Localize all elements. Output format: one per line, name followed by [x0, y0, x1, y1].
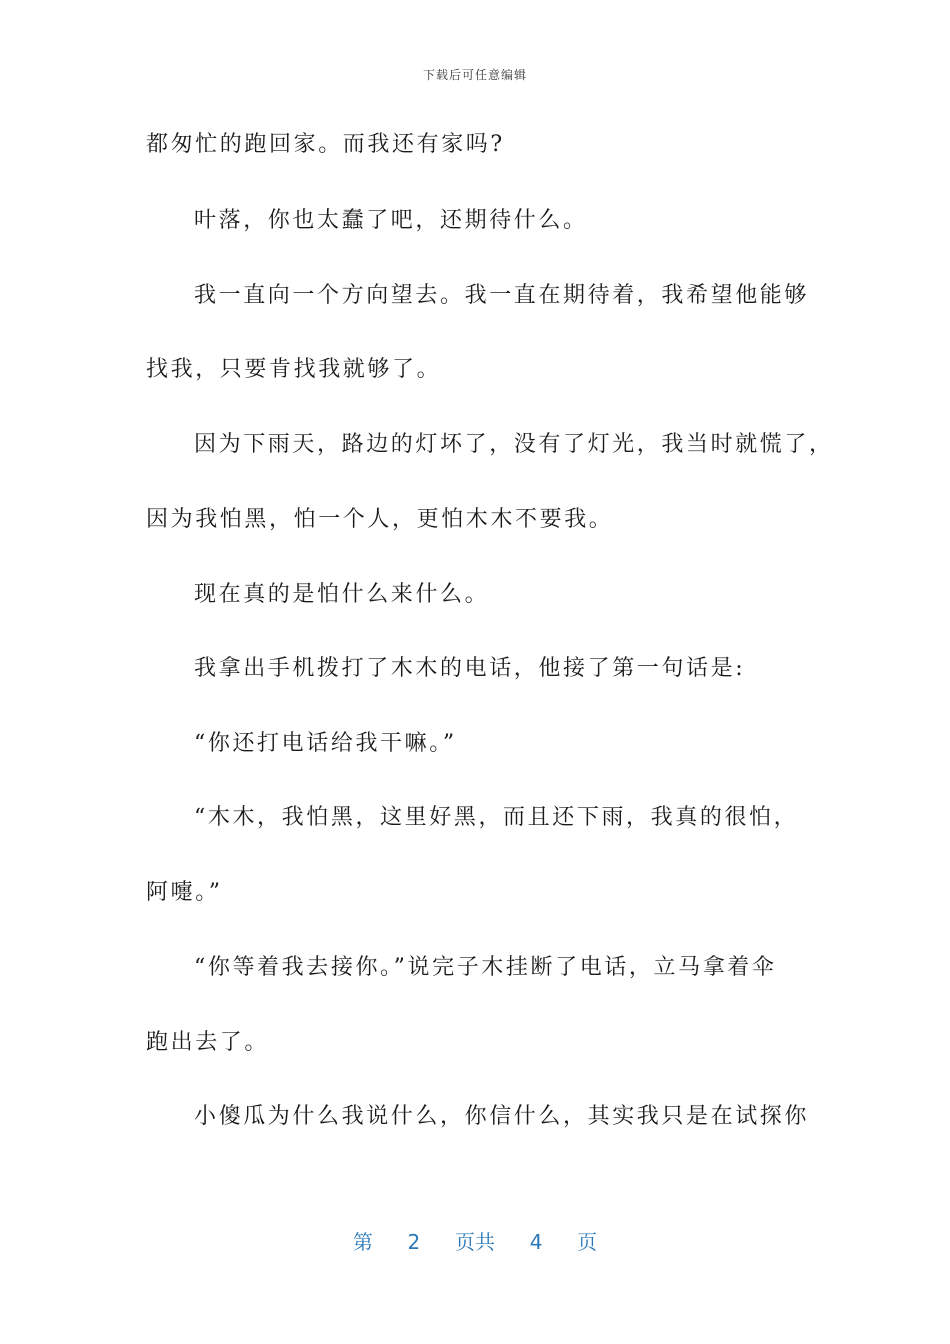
- page-label-middle: 页共: [455, 1230, 495, 1254]
- text-line: “你还打电话给我干嘛。”: [194, 731, 457, 756]
- total-pages-number: 4: [529, 1230, 543, 1254]
- text-line: 都匆忙的跑回家。而我还有家吗?: [146, 132, 505, 157]
- text-line: 找我，只要肯找我就够了。: [146, 357, 442, 382]
- current-page-number: 2: [407, 1230, 421, 1254]
- text-line: 阿嚏。”: [146, 880, 223, 905]
- text-line: 因为我怕黑，怕一个人，更怕木木不要我。: [146, 507, 614, 532]
- text-line: 因为下雨天，路边的灯坏了，没有了灯光，我当时就慌了，: [194, 432, 834, 457]
- text-line: 叶落，你也太蠢了吧，还期待什么。: [194, 208, 588, 233]
- text-line: 现在真的是怕什么来什么。: [194, 582, 490, 607]
- page-label-suffix: 页: [577, 1230, 598, 1254]
- page-header: 下载后可任意编辑: [422, 68, 527, 82]
- text-line: 我拿出手机拨打了木木的电话，他接了第一句话是:: [194, 656, 746, 681]
- page-label-prefix: 第: [352, 1230, 373, 1254]
- text-line: 我一直向一个方向望去。我一直在期待着，我希望他能够: [194, 283, 810, 308]
- text-line: “木木，我怕黑，这里好黑，而且还下雨，我真的很怕，: [194, 805, 799, 830]
- text-line: 小傻瓜为什么我说什么，你信什么，其实我只是在试探你: [194, 1104, 810, 1129]
- text-line: 跑出去了。: [146, 1030, 270, 1055]
- text-line: “你等着我去接你。”说完子木挂断了电话，立马拿着伞: [194, 955, 777, 980]
- page-footer: [0, 1226, 950, 1255]
